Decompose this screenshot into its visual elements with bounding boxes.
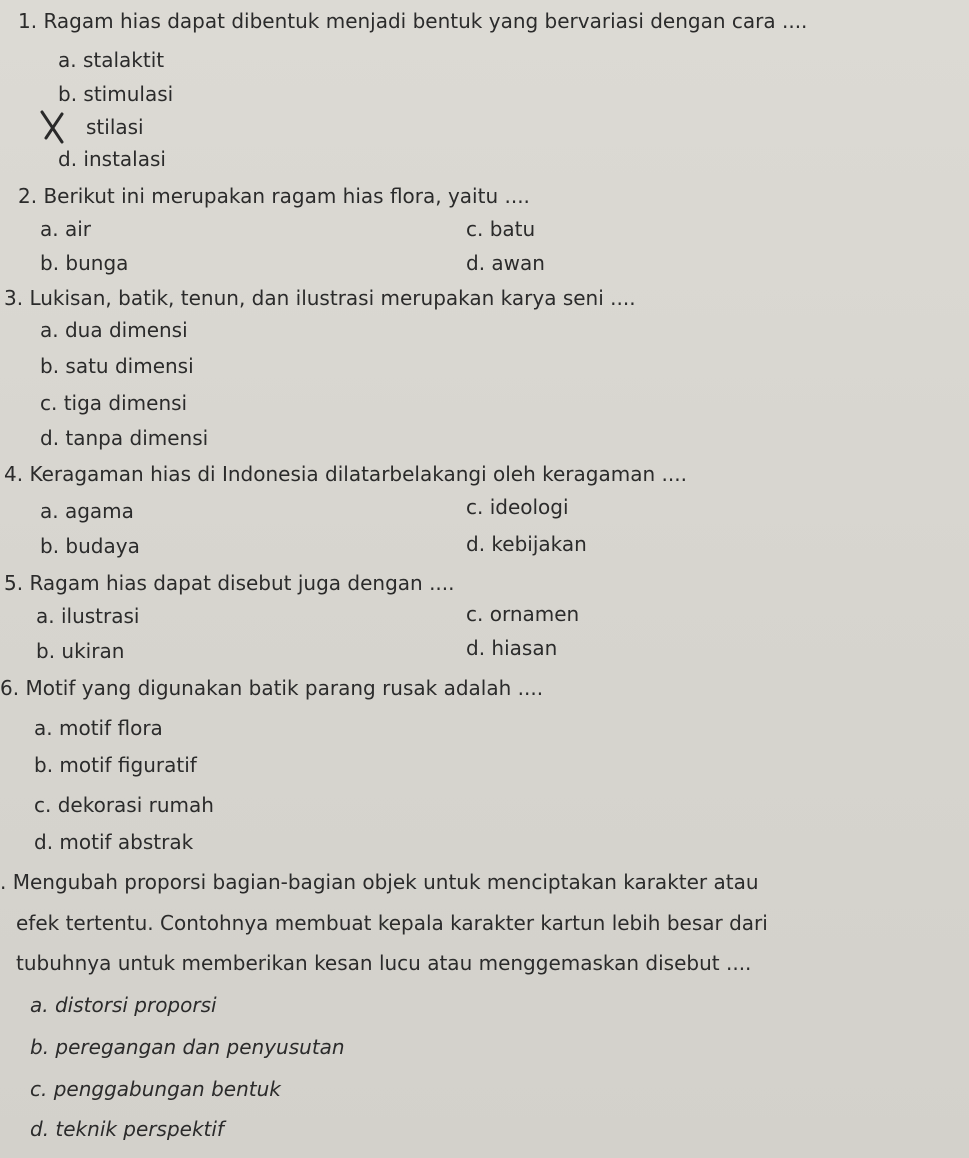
q2-option-c: c. batu (466, 217, 536, 241)
q1-option-d: d. instalasi (58, 147, 166, 171)
question-text: Motif yang digunakan batik parang rusak adalah .... (25, 676, 544, 700)
q6-option-d: d. motif abstrak (34, 830, 194, 854)
question-number: 3. (4, 286, 24, 310)
question-text: Lukisan, batik, tenun, dan ilustrasi merupakan karya seni .... (29, 286, 636, 310)
question-text: Keragaman hias di Indonesia dilatarbelakangi oleh keragaman .... (29, 462, 687, 486)
q1-option-c: stilasi (86, 115, 144, 139)
question-text: Berikut ini merupakan ragam hias flora, yaitu .... (43, 184, 530, 208)
q7-option-b: b. peregangan dan penyusutan (30, 1035, 345, 1059)
check-mark-icon (38, 108, 68, 148)
q3-option-c: c. tiga dimensi (40, 391, 188, 415)
q2-option-b: b. bunga (40, 251, 129, 275)
q7-option-c: c. penggabungan bentuk (30, 1077, 281, 1101)
question-3 (4, 285, 636, 311)
question-1 (18, 8, 807, 34)
q3-option-a: a. dua dimensi (40, 318, 188, 342)
q2-option-d: d. awan (466, 251, 545, 275)
question-text-line-3: tubuhnya untuk memberikan kesan lucu atau menggemaskan disebut .... (16, 951, 752, 975)
question-7 (0, 869, 759, 895)
q4-option-d: d. kebijakan (466, 532, 587, 556)
q5-option-b: b. ukiran (36, 639, 125, 663)
q4-option-b: b. budaya (40, 534, 140, 558)
q3-option-d: d. tanpa dimensi (40, 426, 209, 450)
q7-option-a: a. distorsi proporsi (30, 993, 217, 1017)
q1-option-a: a. stalaktit (58, 48, 165, 72)
question-5 (4, 570, 455, 596)
q6-option-c: c. dekorasi rumah (34, 793, 214, 817)
q3-option-b: b. satu dimensi (40, 354, 194, 378)
question-2 (18, 183, 530, 209)
question-text-line-2: efek tertentu. Contohnya membuat kepala karakter kartun lebih besar dari (16, 911, 768, 935)
q4-option-c: c. ideologi (466, 495, 569, 519)
question-text-line-1: Mengubah proporsi bagian-bagian objek untuk menciptakan karakter atau (12, 870, 759, 894)
question-number: 2. (18, 184, 38, 208)
question-number: 4. (4, 462, 24, 486)
q6-option-b: b. motif figuratif (34, 753, 197, 777)
q4-option-a: a. agama (40, 499, 134, 523)
q7-option-d: d. teknik perspektif (30, 1117, 224, 1141)
question-number: . (0, 870, 7, 894)
q6-option-a: a. motif flora (34, 716, 163, 740)
question-text: Ragam hias dapat disebut juga dengan .... (29, 571, 455, 595)
q5-option-a: a. ilustrasi (36, 604, 140, 628)
question-number: 6. (0, 676, 20, 700)
q2-option-a: a. air (40, 217, 92, 241)
question-6 (0, 675, 543, 701)
q1-option-b: b. stimulasi (58, 82, 174, 106)
question-4 (4, 461, 687, 487)
question-number: 5. (4, 571, 24, 595)
question-text: Ragam hias dapat dibentuk menjadi bentuk yang bervariasi dengan cara .... (43, 9, 808, 33)
q5-option-d: d. hiasan (466, 636, 558, 660)
question-number: 1. (18, 9, 38, 33)
q5-option-c: c. ornamen (466, 602, 580, 626)
